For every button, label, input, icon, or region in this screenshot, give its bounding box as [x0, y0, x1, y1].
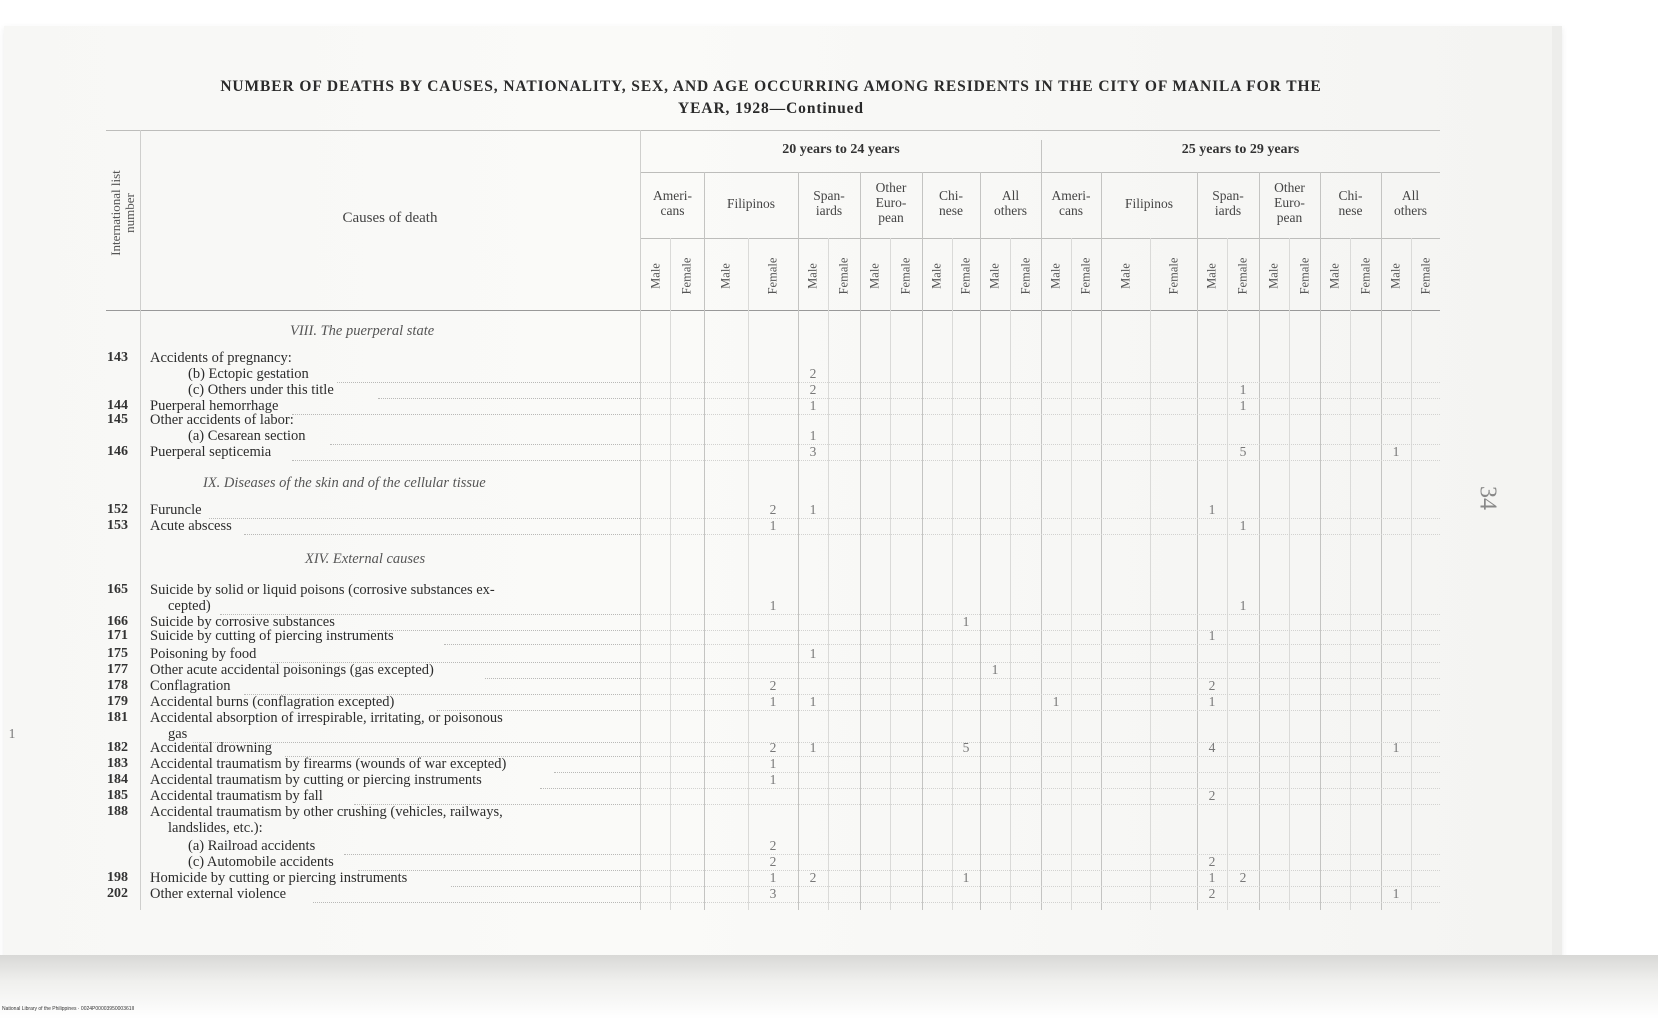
table-cell: 2	[1239, 870, 1247, 885]
table-cell: 1	[769, 694, 777, 709]
table-cell: 5	[962, 740, 970, 755]
table-cell: 2	[769, 502, 777, 517]
nationality-header	[860, 180, 922, 225]
table-cell: 1	[769, 870, 777, 885]
sex-header-label: Male	[1118, 263, 1132, 289]
sex-header-label: Male	[1388, 263, 1403, 289]
nationality-header-line: All	[1001, 188, 1020, 203]
table-cell: 1	[809, 694, 817, 709]
leader-dots	[437, 694, 640, 711]
table-cell: 1	[991, 662, 999, 677]
nationality-header-line: Ameri-	[653, 188, 692, 203]
list-number: 171	[107, 628, 128, 643]
cause-label: (a) Railroad accidents	[188, 838, 316, 854]
cause-label: Other acute accidental poisonings (gas excepted)	[150, 662, 434, 678]
age-group-header: 20 years to 24 years	[782, 142, 900, 157]
title-line-2: YEAR, 1928—Continued	[678, 100, 864, 117]
list-number: 153	[107, 518, 128, 533]
cause-label: (c) Automobile accidents	[188, 854, 334, 870]
leader-dots	[358, 854, 640, 871]
sex-header	[673, 245, 701, 307]
nationality-header	[1041, 188, 1101, 218]
table-cell: 1	[769, 772, 777, 787]
row-dots	[641, 662, 1440, 679]
nationality-header-line: pean	[1276, 210, 1303, 225]
list-number: 188	[107, 804, 128, 819]
nationality-header-line: nese	[939, 203, 963, 218]
sex-header	[981, 245, 1009, 307]
sex-header-label: Female	[765, 257, 780, 295]
sex-header	[1072, 245, 1100, 307]
nationality-header-line: Filipinos	[726, 196, 775, 211]
nationality-header	[641, 188, 704, 218]
list-number: 179	[107, 694, 128, 709]
table-cell: 3	[769, 886, 777, 901]
list-number: 145	[107, 412, 128, 427]
nationality-header-line: Euro-	[1274, 195, 1305, 210]
cause-label: Accidental traumatism by other crushing (vehicles, railways,	[150, 804, 503, 820]
sex-header-label: Female	[1297, 257, 1311, 295]
table-cell: 1	[1392, 444, 1400, 459]
nationality-header-line: All	[1401, 188, 1420, 203]
sex-header-label: Male	[1266, 263, 1281, 289]
table-cell: 1	[809, 646, 817, 661]
sex-header	[642, 245, 670, 307]
sex-header-label: Female	[958, 257, 973, 295]
rule-col	[1071, 238, 1072, 910]
cause-label: Suicide by cutting of piercing instruments	[150, 628, 394, 644]
sex-header-label: Male	[1048, 263, 1063, 289]
table-cell: 1	[769, 518, 777, 533]
sex-header-label: Male	[648, 263, 662, 289]
list-number: 198	[107, 870, 128, 885]
sex-header-label: Female	[1078, 257, 1093, 295]
cause-label: (b) Ectopic gestation	[188, 366, 309, 382]
sex-header-label: Male	[987, 263, 1002, 289]
table-cell: 4	[1208, 740, 1216, 755]
table-cell: 2	[1208, 678, 1216, 693]
table-title	[106, 76, 1436, 120]
nationality-header	[704, 196, 798, 211]
nationality-header-line: iards	[1214, 203, 1242, 218]
leader-dots	[313, 886, 640, 903]
row-dots	[641, 628, 1440, 645]
sex-header	[1198, 245, 1226, 307]
table-cell: 1	[962, 614, 970, 629]
nationality-header	[1197, 188, 1259, 218]
list-number: 202	[107, 886, 128, 901]
table-cell: 1	[1239, 518, 1247, 533]
sex-header-label: Female	[1018, 257, 1032, 295]
sex-header	[1160, 245, 1188, 307]
sex-header-label: Female	[679, 257, 694, 295]
table-cell: 1	[1208, 694, 1216, 709]
table-cell: 2	[809, 366, 817, 381]
table-cell: 1	[769, 756, 777, 771]
section-heading-ix: IX. Diseases of the skin and of the cellular tissue	[203, 475, 486, 491]
table-cell: 2	[769, 854, 777, 869]
nationality-header-line: cans	[1059, 203, 1083, 218]
title-line-1: NUMBER OF DEATHS BY CAUSES, NATIONALITY, SEX, AND AGE OCCURRING AMONG RESIDENTS IN THE CITY OF MANILA FOR THE	[220, 78, 1322, 95]
sex-header	[1042, 245, 1070, 307]
table-cell: 2	[809, 870, 817, 885]
sex-header	[712, 245, 740, 307]
cause-label: Puerperal septicemia	[150, 444, 272, 460]
row-dots	[641, 444, 1440, 461]
leader-dots	[292, 398, 640, 415]
leader-dots	[209, 502, 640, 519]
sex-header-label: Male	[929, 263, 944, 289]
nationality-header-line: iards	[815, 203, 843, 218]
table-cell: 1	[1239, 398, 1247, 413]
sex-header	[1012, 245, 1040, 307]
row-dots	[641, 398, 1440, 415]
table-cell: 1	[1208, 628, 1216, 643]
leader-dots	[330, 428, 640, 445]
cause-label: Accidental burns (conflagration excepted)	[150, 694, 395, 710]
sex-header-label: Female	[1358, 257, 1372, 295]
sex-header-label: Female	[1166, 257, 1180, 295]
leader-dots	[485, 662, 640, 679]
sex-header-label: Female	[836, 257, 851, 295]
sex-header	[1352, 245, 1380, 307]
nationality-header	[1381, 188, 1440, 218]
table-cell: 1	[809, 428, 817, 443]
nationality-header-line: Chi-	[938, 188, 963, 203]
sex-header-label: Male	[805, 263, 820, 289]
table-cell: 2	[769, 678, 777, 693]
cause-label: Suicide by corrosive substances	[150, 614, 335, 630]
sex-header	[923, 245, 951, 307]
list-number: 166	[107, 614, 128, 629]
cause-label: cepted)	[168, 598, 211, 614]
nationality-header-line: nese	[1338, 203, 1363, 218]
scan-footer: National Library of the Philippines · 0024P0000395000361II	[2, 1006, 135, 1012]
list-number: 175	[107, 646, 128, 661]
table-cell: 1	[809, 502, 817, 517]
sex-header	[759, 245, 787, 307]
sex-header	[1382, 245, 1410, 307]
table-cell: 1	[962, 870, 970, 885]
sex-header	[1291, 245, 1319, 307]
nationality-header	[1320, 188, 1381, 218]
rule-header-bottom	[106, 310, 1440, 311]
leader-dots	[378, 382, 640, 399]
sex-header	[1229, 245, 1257, 307]
page-number: 34	[1474, 486, 1501, 510]
cause-label: Accidental traumatism by cutting or piercing instruments	[150, 772, 482, 788]
section-heading-viii: VIII. The puerperal state	[290, 323, 435, 339]
sex-header	[952, 245, 980, 307]
table-cell: 2	[809, 382, 817, 397]
sex-header	[1412, 245, 1440, 307]
table-cell: 1	[1239, 382, 1247, 397]
sex-header-label: Female	[1418, 257, 1432, 295]
section-heading-xiv: XIV. External causes	[305, 551, 426, 567]
list-number: 182	[107, 740, 128, 755]
row-dots	[641, 646, 1440, 663]
leader-dots	[244, 518, 640, 535]
nationality-header-line: Other	[1274, 180, 1305, 195]
table-cell: 2	[1208, 886, 1216, 901]
cause-label: Accidental traumatism by firearms (wounds of war excepted)	[150, 756, 507, 772]
rule-top	[106, 130, 1440, 131]
cause-label: Puerperal hemorrhage	[150, 398, 279, 414]
leader-dots	[337, 366, 640, 383]
table-cell: 2	[769, 740, 777, 755]
nationality-header-line: Other	[875, 180, 907, 195]
nationality-header-line: pean	[878, 210, 904, 225]
nationality-header-line: Ameri-	[1051, 188, 1091, 203]
row-dots	[641, 382, 1440, 399]
table-cell: 1	[1208, 870, 1216, 885]
rule-col	[748, 238, 749, 910]
nationality-header	[798, 188, 860, 218]
list-number: 143	[107, 350, 128, 365]
nationality-header	[1101, 196, 1197, 211]
row-dots	[641, 428, 1440, 445]
table-cell: 1	[1208, 502, 1216, 517]
rule-col	[670, 238, 671, 910]
table-cell: 2	[1208, 788, 1216, 803]
cause-label: Furuncle	[150, 502, 202, 518]
sex-header	[1321, 245, 1349, 307]
cause-label: Acute abscess	[150, 518, 232, 534]
nationality-header-line: Span-	[1212, 188, 1244, 203]
sex-header-label: Male	[718, 263, 733, 289]
sex-header-label: Female	[1235, 257, 1250, 295]
cause-label: Suicide by solid or liquid poisons (corrosive substances ex-	[150, 582, 495, 598]
nationality-header-line: Filipinos	[1124, 196, 1173, 211]
sex-header-label: Male	[1204, 263, 1219, 289]
sex-header	[1112, 245, 1140, 307]
list-number: 184	[107, 772, 128, 787]
list-number: 144	[107, 398, 128, 413]
list-number: 152	[107, 502, 128, 517]
leader-dots	[354, 788, 640, 805]
rule-col	[1411, 238, 1412, 910]
leader-dots	[344, 838, 640, 855]
cause-label: Accidents of pregnancy:	[150, 350, 292, 366]
table-cell: 2	[1208, 854, 1216, 869]
leader-dots	[285, 740, 640, 757]
cause-label: Homicide by cutting or piercing instruments	[150, 870, 408, 886]
cause-label: Other external violence	[150, 886, 287, 902]
row-dots	[641, 366, 1440, 383]
sex-header-label: Male	[1327, 263, 1342, 289]
row-dots	[641, 788, 1440, 805]
table-cell: 3	[809, 444, 817, 459]
table-cell: 1	[1052, 694, 1060, 709]
nationality-header	[980, 188, 1041, 218]
cause-label: Conflagration	[150, 678, 231, 694]
leader-dots	[271, 646, 640, 663]
leader-dots	[220, 598, 640, 615]
scanner-bed	[0, 955, 1658, 1019]
cause-label: Accidental absorption of irrespirable, irritating, or poisonous	[150, 710, 503, 726]
table-cell: 1	[1392, 886, 1400, 901]
age-group-header: 25 years to 29 years	[1181, 142, 1300, 157]
list-number: 178	[107, 678, 128, 693]
cause-label: gas	[168, 726, 188, 742]
rule-col	[1010, 238, 1011, 910]
leader-dots	[444, 628, 640, 645]
cause-label: Accidental drowning	[150, 740, 273, 756]
rule-col	[1289, 238, 1290, 910]
nationality-header-line: Euro-	[875, 195, 907, 210]
table-cell: 1	[1392, 740, 1400, 755]
rule-col	[890, 238, 891, 910]
table-cell: 1	[1239, 598, 1247, 613]
rule-col	[828, 238, 829, 910]
nationality-header-line: others	[1394, 203, 1427, 218]
list-number: 185	[107, 788, 128, 803]
sex-header	[892, 245, 920, 307]
cause-label: (c) Others under this title	[188, 382, 334, 398]
table-cell: 5	[1239, 444, 1247, 459]
nationality-header-line: Chi-	[1338, 188, 1363, 203]
cause-label: Poisoning by food	[150, 646, 257, 662]
cause-label: Accidental traumatism by fall	[150, 788, 323, 804]
leader-dots	[244, 678, 640, 695]
cause-label: Other accidents of labor:	[150, 412, 294, 428]
cause-label: (a) Cesarean section	[188, 428, 306, 444]
rule-col	[1150, 238, 1151, 910]
table-cell: 2	[769, 838, 777, 853]
list-number: 146	[107, 444, 128, 459]
table-cell: 1	[8, 726, 16, 741]
sex-header	[861, 245, 889, 307]
sex-header	[799, 245, 827, 307]
nationality-header-line: Span-	[813, 188, 845, 203]
table-cell: 1	[809, 740, 817, 755]
leader-dots	[451, 870, 640, 887]
nationality-header	[1259, 180, 1320, 225]
nationality-header-line: others	[994, 203, 1027, 218]
leader-dots	[554, 756, 640, 773]
table-cell: 1	[809, 398, 817, 413]
rule-col	[1350, 238, 1351, 910]
rule-col	[952, 238, 953, 910]
intl-list-number-label: International list number	[108, 170, 137, 256]
list-number: 177	[107, 662, 128, 677]
leader-dots	[540, 772, 640, 789]
sex-header-label: Female	[898, 257, 913, 295]
causes-of-death-header: Causes of death	[342, 210, 438, 226]
list-number: 183	[107, 756, 128, 771]
table-cell: 1	[769, 598, 777, 613]
intl-list-number-header	[104, 148, 142, 278]
list-number: 181	[107, 710, 128, 725]
cause-label: landslides, etc.):	[168, 820, 263, 836]
sex-header	[830, 245, 858, 307]
rule-col	[1227, 238, 1228, 910]
nationality-header	[922, 188, 980, 218]
leader-dots	[292, 444, 640, 461]
sex-header	[1260, 245, 1288, 307]
list-number: 165	[107, 582, 128, 597]
nationality-header-line: cans	[660, 203, 685, 218]
sex-header-label: Male	[867, 263, 882, 289]
